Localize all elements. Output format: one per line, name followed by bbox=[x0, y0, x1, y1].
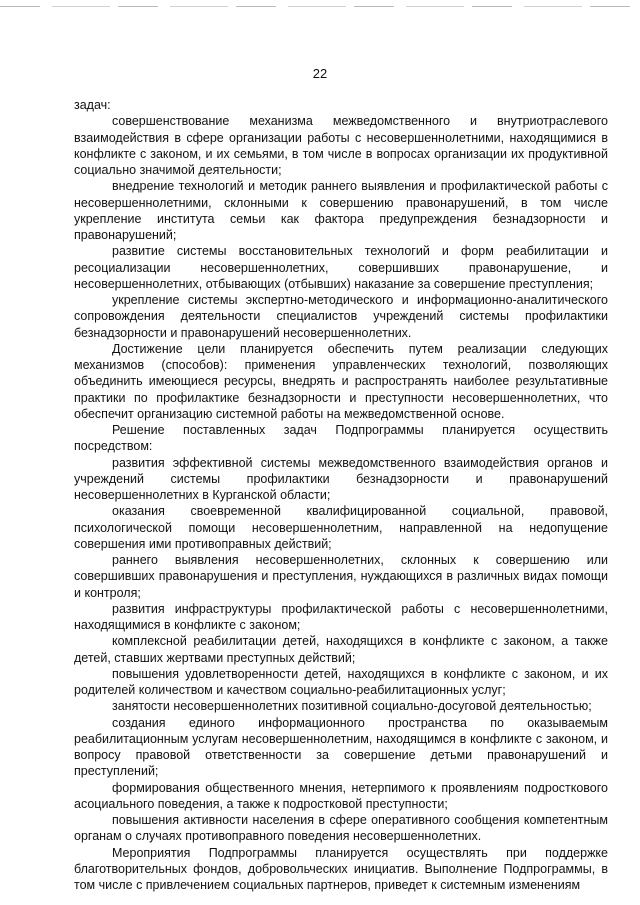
paragraph: Решение поставленных задач Подпрограммы планируется осуществить посредством: bbox=[74, 423, 608, 454]
paragraph: внедрение технологий и методик раннего выявления и профилактической работы с несовершеннолетними, склонными к совершению правонарушений, в том числе укрепление института семьи как фактора предупреждения безнадзорности и правонарушений; bbox=[74, 179, 608, 242]
paragraph: развития инфраструктуры профилактической работы с несовершеннолетними, находящимися в конфликте с законом; bbox=[74, 601, 608, 632]
paragraph: оказания своевременной квалифицированной социальной, правовой, психологической помощи несовершеннолетним, направленной на недопущение совершения ими противоправных действий; bbox=[74, 504, 608, 551]
paragraph: создания единого информационного пространства по оказываемым реабилитационным услугам несовершеннолетним, находящимся в конфликте с законом, и вопросу правовой ответственности за совершение детьми правонарушений и преступлений; bbox=[74, 715, 608, 779]
paragraph: повышения активности населения в сфере оперативного сообщения компетентным органам о случаях противоправного поведения несовершеннолетних. bbox=[74, 813, 608, 844]
paragraph: Достижение цели планируется обеспечить путем реализации следующих механизмов (способов): применения управленческих технологий, позволяющих объединить имеющиеся ресурсы, внедрять и распространять наиболее результативные практики по профилактике безнадзорности и преступности несовершеннолетних, что обеспечит организацию системной работы на межведомственной основе. bbox=[74, 341, 608, 421]
paragraph: развитие системы восстановительных технологий и форм реабилитации и ресоциализации несовершеннолетних, совершивших правонарушение, и несовершеннолетних, отбывающих (отбывших) наказание за совершение преступления; bbox=[74, 244, 608, 291]
paragraph: совершенствование механизма межведомственного и внутриотраслевого взаимодействия в сфере организации работы с несовершеннолетними, находящимися в конфликте с законом, и их семьями, в том числе в вопросах организации их продуктивной социально значимой деятельности; bbox=[74, 114, 608, 177]
paragraph: задач: bbox=[74, 98, 111, 112]
paragraph: занятости несовершеннолетних позитивной социально-досуговой деятельностью; bbox=[112, 699, 592, 714]
paragraph: укрепление системы экспертно-методического и информационно-аналитического сопровождения деятельности специалистов учреждений системы профилактики безнадзорности и правонарушений несовершеннолетних. bbox=[74, 293, 608, 340]
paragraph: развития эффективной системы межведомственного взаимодействия органов и учреждений системы профилактики безнадзорности и правонарушений несовершеннолетних в Курганской области; bbox=[74, 455, 608, 502]
paragraph: комплексной реабилитации детей, находящихся в конфликте с законом, а также детей, ставших жертвами преступных действий; bbox=[74, 634, 608, 665]
page-number: 22 bbox=[312, 66, 328, 81]
document-body bbox=[74, 97, 608, 893]
paragraph: раннего выявления несовершеннолетних, склонных к совершению или совершивших правонарушения и преступления, нуждающихся в различных видах помощи и контроля; bbox=[74, 553, 608, 600]
scan-edge-line bbox=[0, 6, 640, 7]
paragraph: Мероприятия Подпрограммы планируется осуществлять при поддержке благотворительных фондов, добровольческих инициатив. Выполнение Подпрограммы, в том числе с привлечением социальных партнеров, приведет к системным изменениям bbox=[74, 845, 608, 892]
paragraph: формирования общественного мнения, нетерпимого к проявлениям подросткового асоциального поведения, а также к подростковой преступности; bbox=[74, 780, 608, 811]
paragraph: повышения удовлетворенности детей, находящихся в конфликте с законом, и их родителей количеством и качеством социально-реабилитационных услуг; bbox=[74, 666, 608, 697]
